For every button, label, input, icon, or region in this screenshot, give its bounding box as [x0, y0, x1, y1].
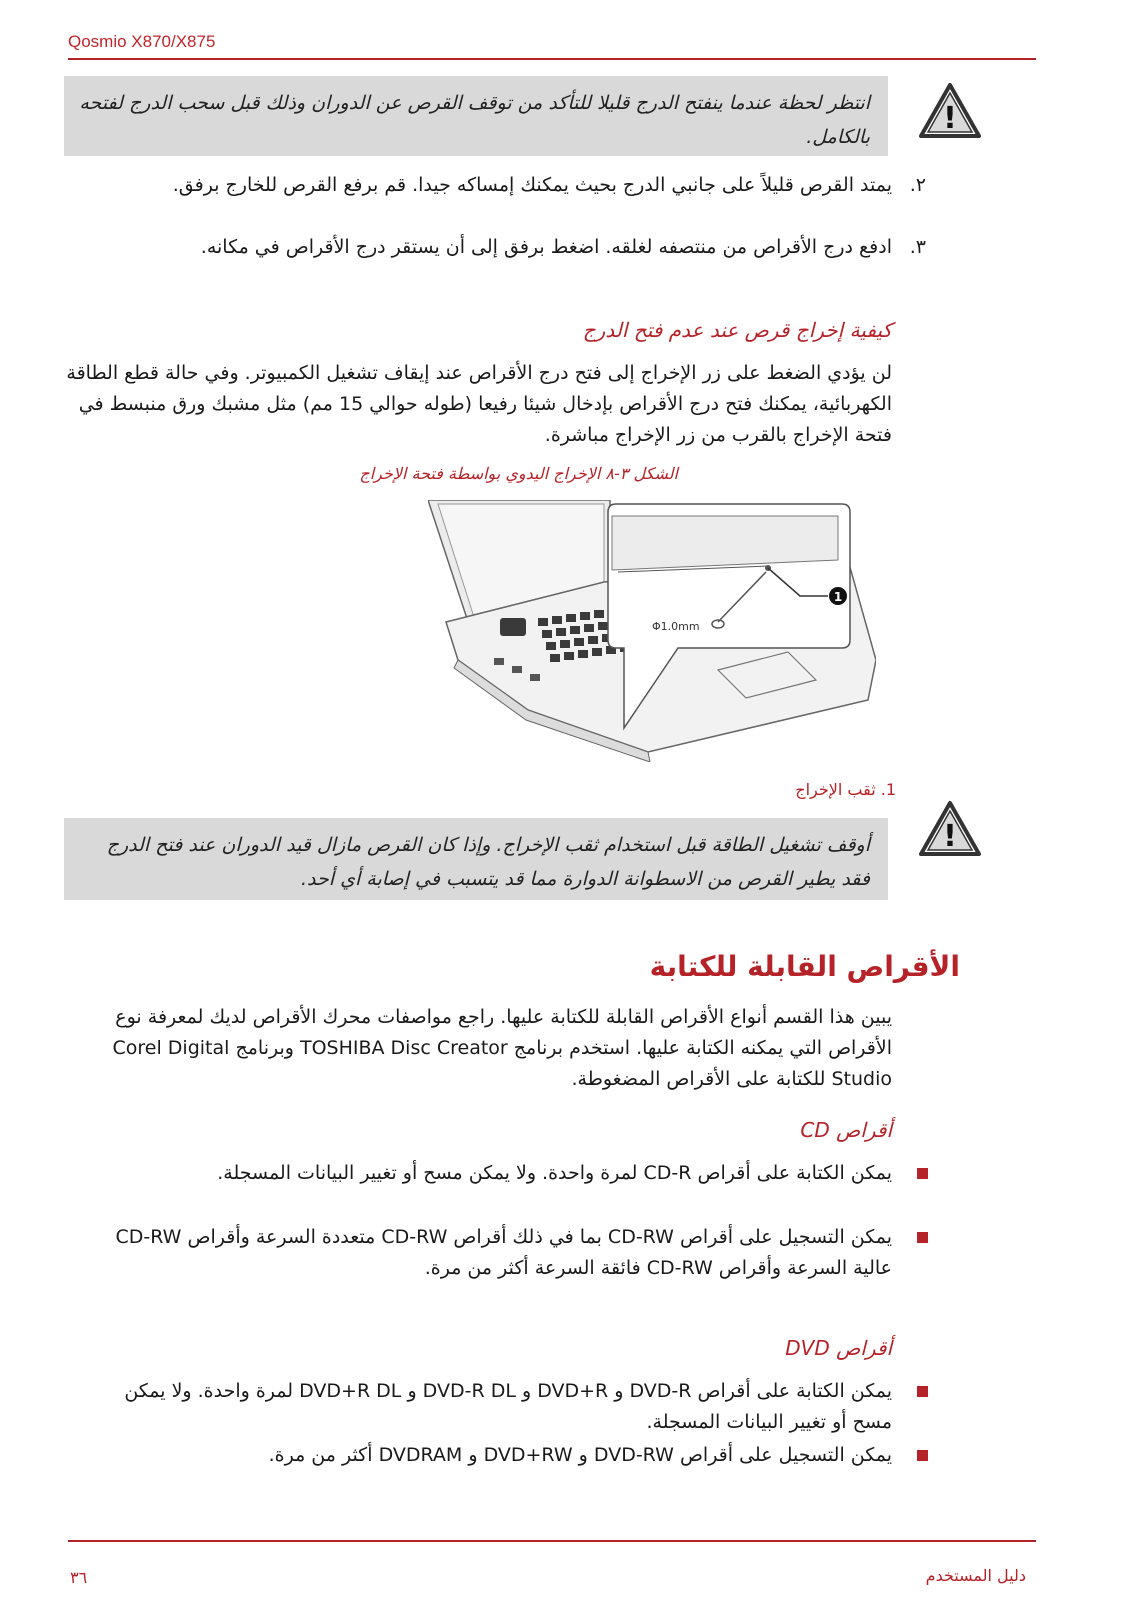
caution-note-2 [64, 818, 888, 900]
page-number: ٣٦ [70, 1568, 88, 1587]
step-number: ٣. [909, 236, 926, 258]
list-item-text: يمكن الكتابة على أقراص DVD-R و DVD+R و DVD-R DL و DVD+R DL لمرة واحدة. ولا يمكن مسح أو تغيير البيانات المسجلة. [124, 1380, 892, 1433]
step-text: يمتد القرص قليلاً على جانبي الدرج بحيث يمكنك إمساكه جيدا. قم برفع القرص للخارج برفق. [172, 174, 892, 196]
svg-text:!: ! [943, 101, 957, 136]
pin-diameter-label: Φ1.0mm [652, 620, 700, 633]
list-item-text: يمكن التسجيل على أقراص DVD-RW و DVD+RW و DVDRAM أكثر من مرة. [268, 1444, 892, 1466]
manual-eject-paragraph: لن يؤدي الضغط على زر الإخراج إلى فتح درج الأقراص عند إيقاف تشغيل الكمبيوتر. وفي حالة قطع الطاقة الكهربائية، يمكنك فتح درج الأقراص بإدخال شيئا رفيعا (طوله حوالي 15 مم) مثل مشبك ورق منبسط في فتحة الإخراج بالقرب من زر الإخراج مباشرة. [66, 362, 892, 446]
caution-text: انتظر لحظة عندما ينفتح الدرج قليلا للتأكد من توقف القرص عن الدوران وذلك قبل سحب الدرج لفتحه بالكامل. [79, 92, 870, 148]
figure-legend: 1. ثقب الإخراج [795, 780, 896, 799]
list-item [82, 1158, 892, 1189]
step-number: ٢. [909, 174, 926, 196]
caution-note-1 [64, 76, 888, 156]
figure-caption: الشكل ٣-٨ الإخراج اليدوي بواسطة فتحة الإخراج [359, 464, 678, 483]
manual-eject-heading: كيفية إخراج قرص عند عدم فتح الدرج [582, 318, 892, 342]
guide-title: دليل المستخدم [925, 1566, 1026, 1585]
footer-rule [68, 1540, 1036, 1542]
warning-triangle-icon [918, 800, 982, 858]
bullet-marker [917, 1386, 928, 1397]
document-model-header: Qosmio X870/X875 [68, 32, 216, 51]
dvd-heading: أقراص DVD [785, 1336, 892, 1360]
list-item [82, 1440, 892, 1471]
warning-triangle-icon [918, 82, 982, 140]
writable-intro: يبين هذا القسم أنواع الأقراص القابلة للكتابة عليها. راجع مواصفات محرك الأقراص لديك لمعرفة نوع الأقراص التي يمكنه الكتابة عليها. استخدم برنامج TOSHIBA Disc Creator وبرنامج Corel Digital Studio للكتابة على الأقراص المضغوطة. [112, 1006, 892, 1090]
callout-number: 1 [833, 590, 843, 604]
bullet-marker [917, 1232, 928, 1243]
step-text: ادفع درج الأقراص من منتصفه لغلقه. اضغط برفق إلى أن يستقر درج الأقراص في مكانه. [200, 236, 892, 258]
list-item [82, 1376, 892, 1438]
bullet-marker [917, 1168, 928, 1179]
list-item-text: يمكن التسجيل على أقراص CD-RW بما في ذلك أقراص CD-RW متعددة السرعة وأقراص CD-RW عالية السرعة وأقراص CD-RW فائقة السرعة أكثر من مرة. [115, 1226, 892, 1279]
svg-text:!: ! [943, 819, 957, 854]
list-item [82, 1222, 892, 1284]
header-rule [68, 58, 1036, 60]
caution-text: أوقف تشغيل الطاقة قبل استخدام ثقب الإخراج. وإذا كان القرص مازال قيد الدوران عند فتح الدرج فقد يطير القرص من الاسطوانة الدوارة مما قد يتسبب في إصابة أي أحد. [106, 834, 870, 890]
section-title: الأقراص القابلة للكتابة [649, 950, 960, 983]
list-item-text: يمكن الكتابة على أقراص CD-R لمرة واحدة. ولا يمكن مسح أو تغيير البيانات المسجلة. [217, 1162, 892, 1184]
cd-heading: أقراص CD [800, 1118, 892, 1142]
bullet-marker [917, 1450, 928, 1461]
laptop-eject-figure [428, 500, 876, 762]
